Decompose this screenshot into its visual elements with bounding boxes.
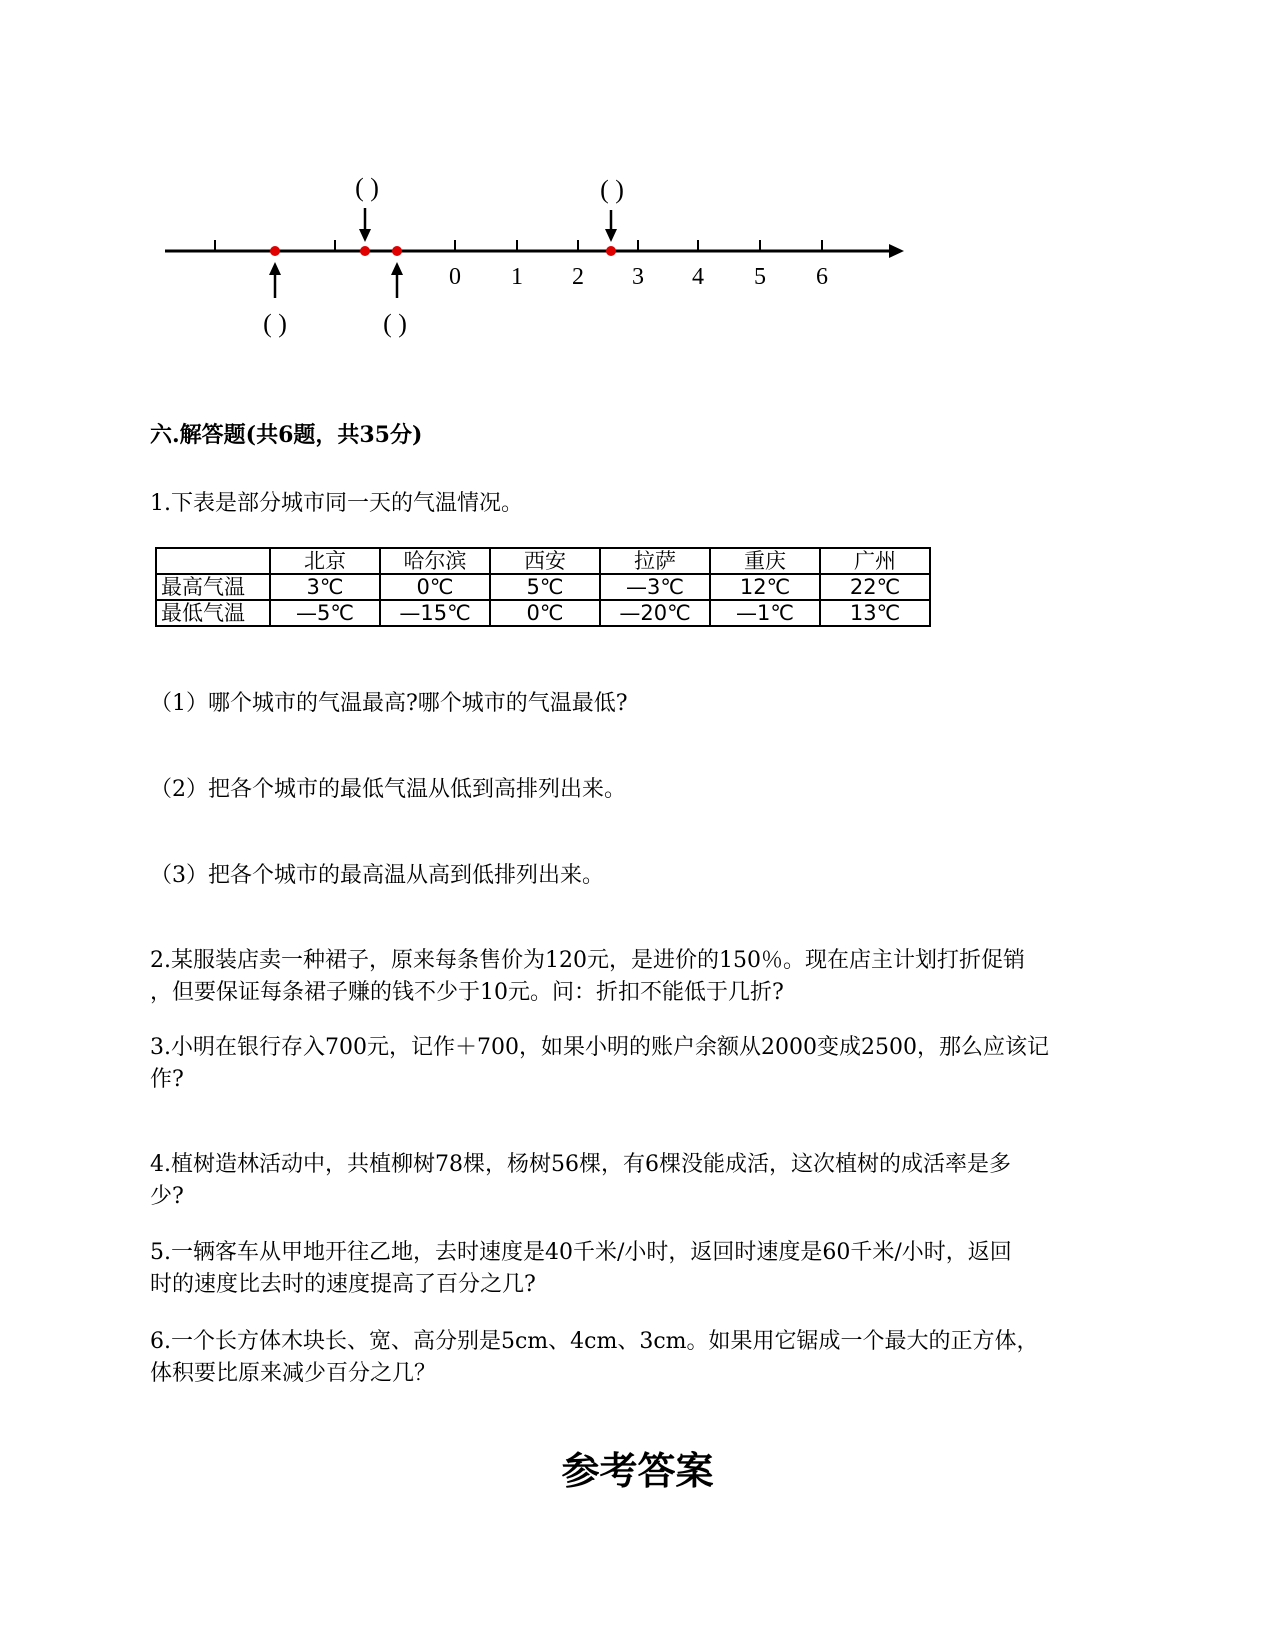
down-arrow-icon [605, 229, 617, 242]
question-6-line-2: 体积要比原来减少百分之几？ [150, 1361, 437, 1386]
temperature-table [155, 547, 931, 627]
answer-blank-bracket[interactable]: ( ) [600, 175, 624, 204]
table-cell: —3℃ [600, 574, 710, 600]
table-header-cell: 拉萨 [600, 548, 710, 574]
table-cell: —1℃ [710, 600, 820, 626]
table-row-label: 最高气温 [156, 574, 270, 600]
section-heading: 六.解答题(共6题，共35分) [150, 422, 423, 448]
number-line-figure [0, 0, 1275, 360]
answer-blank-bracket[interactable]: ( ) [383, 309, 407, 338]
tick-label: 1 [511, 264, 523, 290]
table-cell: 22℃ [820, 574, 930, 600]
tick-label: 0 [449, 264, 461, 290]
table-header-cell: 北京 [270, 548, 380, 574]
point-marker [606, 246, 616, 256]
table-cell: 12℃ [710, 574, 820, 600]
up-arrow-icon [269, 262, 281, 275]
question-4-line-1: 4.植树造林活动中，共植柳树78棵，杨树56棵，有6棵没能成活，这次植树的成活率是多 [150, 1152, 1011, 1177]
point-marker [360, 246, 370, 256]
axis-ticks [215, 240, 822, 251]
tick-label: 5 [754, 264, 766, 290]
question-2-line-1: 2.某服装店卖一种裙子，原来每条售价为120元，是进价的150％。现在店主计划打折促销 [150, 948, 1025, 973]
table-cell: 0℃ [490, 600, 600, 626]
answer-key-title: 参考答案 [561, 1448, 714, 1493]
axis-arrowhead [889, 244, 904, 258]
table-corner-cell [156, 548, 270, 574]
table-cell: 5℃ [490, 574, 600, 600]
question-5-line-1: 5.一辆客车从甲地开往乙地，去时速度是40千米/小时，返回时速度是60千米/小时，返回 [150, 1240, 1012, 1265]
question-4-line-2: 少? [150, 1184, 184, 1209]
question-1-sub-2: （2）把各个城市的最低气温从低到高排列出来。 [150, 777, 626, 802]
question-5-line-2: 时的速度比去时的速度提高了百分之几? [150, 1272, 536, 1297]
table-row [156, 574, 930, 600]
table-cell: —5℃ [270, 600, 380, 626]
question-1-sub-1: （1）哪个城市的气温最高?哪个城市的气温最低? [150, 691, 628, 716]
table-cell: 13℃ [820, 600, 930, 626]
table-header-cell: 哈尔滨 [380, 548, 490, 574]
table-cell: 0℃ [380, 574, 490, 600]
answer-blank-bracket[interactable]: ( ) [355, 173, 379, 202]
question-1-text: 1.下表是部分城市同一天的气温情况。 [150, 491, 523, 516]
tick-label: 6 [816, 264, 828, 290]
table-row [156, 600, 930, 626]
answer-blank-bracket[interactable]: ( ) [263, 309, 287, 338]
table-cell: —15℃ [380, 600, 490, 626]
question-3-line-1: 3.小明在银行存入700元，记作＋700，如果小明的账户余额从2000变成2500，那么应该记 [150, 1035, 1049, 1060]
tick-label: 3 [632, 264, 644, 290]
table-header-cell: 重庆 [710, 548, 820, 574]
table-header-row [156, 548, 930, 574]
table-cell: —20℃ [600, 600, 710, 626]
table-row-label: 最低气温 [156, 600, 270, 626]
tick-label: 4 [692, 264, 704, 290]
up-arrow-icon [391, 262, 403, 275]
question-3-line-2: 作? [150, 1067, 184, 1092]
question-6-line-1: 6.一个长方体木块长、宽、高分别是5cm、4cm、3cm。如果用它锯成一个最大的正方体， [150, 1329, 1039, 1354]
question-1-sub-3: （3）把各个城市的最高温从高到低排列出来。 [150, 863, 604, 888]
table-header-cell: 广州 [820, 548, 930, 574]
table-header-cell: 西安 [490, 548, 600, 574]
point-marker [392, 246, 402, 256]
question-2-line-2: ，但要保证每条裙子赚的钱不少于10元。问：折扣不能低于几折? [150, 980, 784, 1005]
down-arrow-icon [359, 229, 371, 242]
point-marker [270, 246, 280, 256]
tick-label: 2 [572, 264, 584, 290]
table-cell: 3℃ [270, 574, 380, 600]
